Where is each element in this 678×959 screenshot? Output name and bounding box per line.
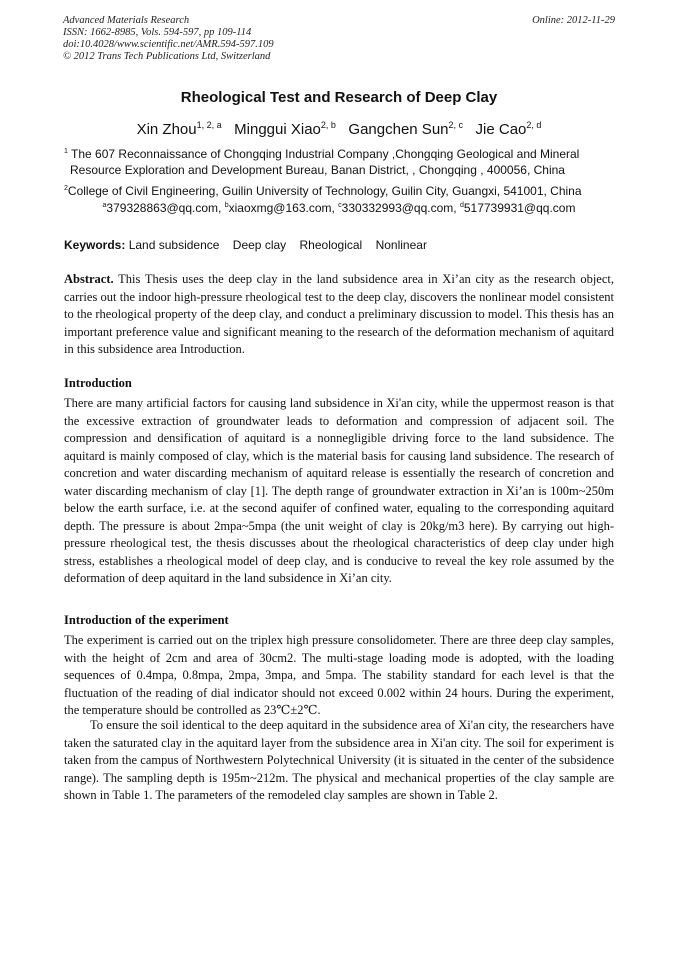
online-date: Online: 2012-11-29 — [532, 15, 615, 26]
email-mark: d — [459, 202, 464, 209]
introduction-paragraph: There are many artificial factors for causing land subsidence in Xi'an city, while the uppermost reason is that the excessive extraction of groundwater leads to deformation and compression of adjacent soil. The compression and densification of aquitard is a nonnegligible driving force to the land subsidence. The aquitard is mainly composed of clay, which is the material basis for causing land subsidence. The research of concretion and water discarding mechanism of aquitard release is essentially the research of concretion and water discarding mechanism of clay [1]. The depth range of groundwater extraction in Xi’an is 100m~250m below the earth surface, i.e. at the second aquifer of confined water, equaling to the corresponding aquitard depth. The pressure is about 2mpa~5mpa (the unit weight of clay is 20kg/m3 here). By carrying out high-pressure rheological test, the thesis discusses about the rheological characteristics of deep clay under high stress, establishes a rheological model of deep clay, and is conducive to reveal the key role assumed by the deformation of deep aquitard in the land subsidence in Xi’an city. — [64, 396, 614, 585]
affiliation-mark: 1 — [64, 148, 68, 155]
abstract-text: This Thesis uses the deep clay in the land subsidence area in Xi’an city as the research object, carries out the indoor high-pressure rheological test to the deep clay, discovers the nonlinear model consistent to the rheological property of the deep clay, and conduct a preliminary discussion to model. This thesis has an important preference value and significant meaning to the research of the deformation mechanism of aquitard in this subsidence area Introduction. — [64, 272, 614, 356]
paper-title: Rheological Test and Research of Deep Clay — [180, 89, 498, 106]
section-heading-introduction: Introduction — [64, 376, 132, 390]
experiment-paragraph-1: The experiment is carried out on the triplex high pressure consolidometer. There are three deep clay samples, with the height of 2cm and area of 30cm2. The multi-stage loading mode is adopted, with the loading sequences of 0.4mpa, 0.8mpa, 2mpa, 3mpa, and 5mpa. The stability standard for each level is that the fluctuation of the reading of dial indicator should not exceed 0.002 within 24 hours. During the experiment, the temperature should be controlled as 23℃±2℃. — [64, 633, 614, 717]
keywords-label: Keywords: — [64, 238, 126, 252]
experiment-paragraph-2: To ensure the soil identical to the deep aquitard in the subsidence area of Xi'an city, the researchers have taken the saturated clay in the aquitard layer from the subsidence area in Xi'an city. The soil for experiment is taken from the campus of Northwestern Polytechnical University (it is situated in the center of the subsidence range). The sampling depth is 195m~212m. The physical and mechanical properties of the clay sample are shown in Table 1. The parameters of the remodeled clay samples are shown in Table 2. — [64, 718, 614, 802]
email-mark: a — [102, 202, 107, 209]
email-link[interactable]: 330332993@qq.com — [341, 201, 454, 215]
affiliation-mark: 2 — [64, 185, 68, 192]
author-name: Minggui Xiao — [234, 121, 321, 138]
author-name: Jie Cao — [475, 121, 527, 138]
abstract-label: Abstract. — [64, 272, 114, 286]
affiliation-text: Resource Exploration and Development Bureau, Banan District, , Chongqing , 400056, China — [70, 163, 565, 177]
doi-line[interactable]: doi:10.4028/www.scientific.net/AMR.594-597.109 — [63, 39, 274, 50]
email-mark: b — [224, 202, 229, 209]
issn-line: ISSN: 1662-8985, Vols. 594-597, pp 109-114 — [63, 27, 252, 38]
section-heading-experiment: Introduction of the experiment — [64, 613, 229, 627]
keyword: Land subsidence — [128, 238, 220, 252]
affiliation-text: College of Civil Engineering, Guilin University of Technology, Guilin City, Guangxi, 541001, China — [67, 184, 582, 198]
journal-header — [63, 15, 274, 63]
author-affiliation-mark: 1, 2, a — [196, 120, 222, 130]
author-list — [0, 120, 678, 138]
keyword: Rheological — [299, 238, 363, 252]
email-mark: c — [338, 202, 342, 209]
email-link[interactable]: 379328863@qq.com — [106, 201, 219, 215]
author-name: Xin Zhou — [136, 121, 197, 138]
author-affiliation-mark: 2, d — [526, 120, 542, 130]
affiliation-text: The 607 Reconnaissance of Chongqing Industrial Company ,Chongqing Geological and Mineral — [71, 147, 580, 161]
email-link[interactable]: xiaoxmg@163.com — [228, 201, 332, 215]
affiliation-2 — [64, 181, 624, 199]
email-list: $^a$379328863@qq.com, $^b$xiaoxmg@163.com, $^c$330332993@qq.com, $^d$517739931@qq.com — [102, 201, 576, 215]
keywords-line — [64, 238, 437, 252]
journal-name: Advanced Materials Research — [63, 15, 190, 26]
email-link[interactable]: 517739931@qq.com — [463, 201, 576, 215]
author-affiliation-mark: 2, b — [320, 120, 336, 130]
author-affiliation-mark: 2, c — [448, 120, 464, 130]
abstract-paragraph — [64, 271, 614, 359]
keyword: Deep clay — [232, 238, 287, 252]
keyword: Nonlinear — [375, 238, 427, 252]
author-name: Gangchen Sun — [348, 121, 449, 138]
affiliation-1 — [64, 144, 624, 178]
copyright-line: © 2012 Trans Tech Publications Ltd, Switzerland — [63, 51, 271, 62]
